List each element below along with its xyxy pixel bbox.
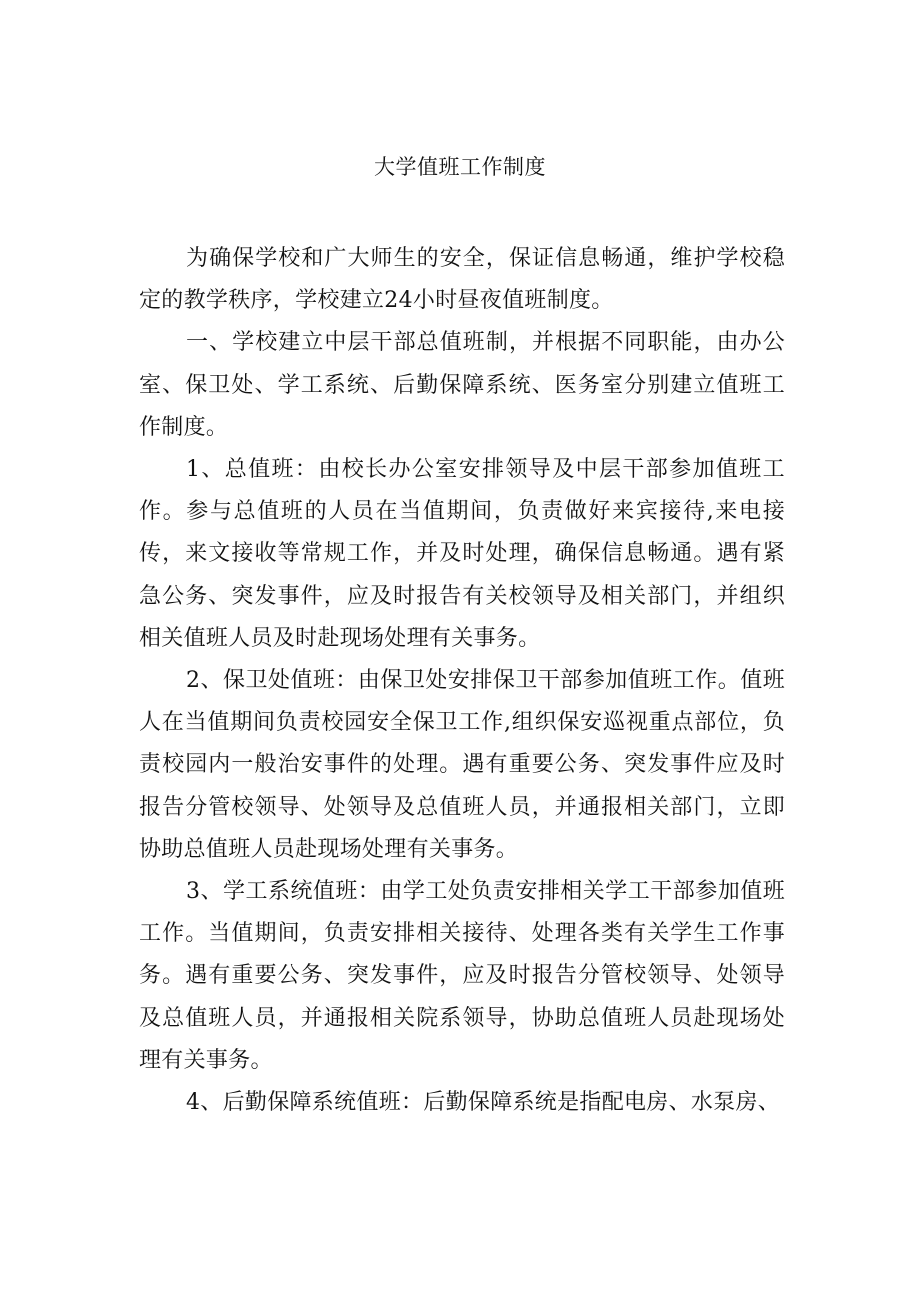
document-body bbox=[139, 238, 785, 1124]
paragraph-general-duty: 1、总值班：由校长办公室安排领导及中层干部参加值班工作。参与总值班的人员在当值期间，负责做好来宾接待,来电接传，来文接收等常规工作，并及时处理，确保信息畅通。遇有紧急公务、突发事件，应及时报告有关校领导及相关部门，并组织相关值班人员及时赴现场处理有关事务。 bbox=[139, 457, 785, 651]
paragraph-section-1: 一、学校建立中层干部总值班制，并根据不同职能，由办公室、保卫处、学工系统、后勤保障系统、医务室分别建立值班工作制度。 bbox=[139, 330, 785, 440]
paragraph-student-affairs-duty: 3、学工系统值班：由学工处负责安排相关学工干部参加值班工作。当值期间，负责安排相关接待、处理各类有关学生工作事务。遇有重要公务、突发事件，应及时报告分管校领导、处领导及总值班人员，并通报相关院系领导，协助总值班人员赴现场处理有关事务。 bbox=[139, 879, 785, 1073]
paragraph-security-duty: 2、保卫处值班：由保卫处安排保卫干部参加值班工作。值班人在当值期间负责校园安全保卫工作,组织保安巡视重点部位，负责校园内一般治安事件的处理。遇有重要公务、突发事件应及时报告分管校领导、处领导及总值班人员，并通报相关部门，立即协助总值班人员赴现场处理有关事务。 bbox=[139, 668, 785, 862]
paragraph-logistics-duty: 4、后勤保障系统值班：后勤保障系统是指配电房、水泵房、 bbox=[186, 1090, 781, 1116]
document-title: 大学值班工作制度 bbox=[374, 155, 546, 179]
paragraph-intro: 为确保学校和广大师生的安全，保证信息畅通，维护学校稳定的教学秩序，学校建立24小时昼夜值班制度。 bbox=[139, 246, 785, 314]
